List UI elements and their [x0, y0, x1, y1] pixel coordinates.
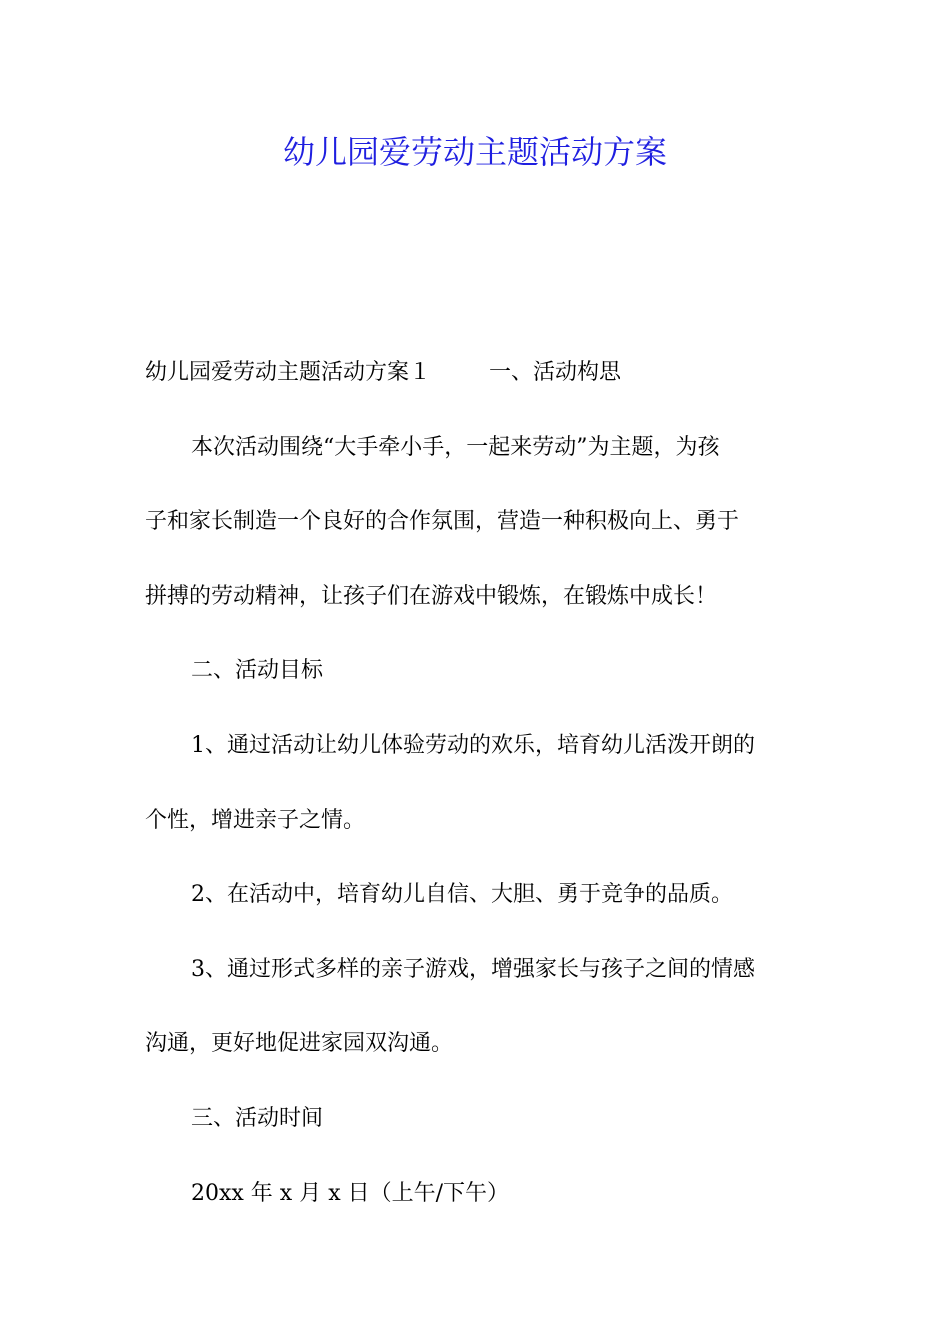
section-heading-1: 一、活动构思 [489, 360, 622, 385]
paragraph-line: 个性，增进亲子之情。 [145, 807, 366, 833]
paragraph-line: 沟通，更好地促进家园双沟通。 [145, 1031, 454, 1057]
paragraph-line: 2、在活动中，培育幼儿自信、大胆、勇于竞争的品质。 [191, 882, 733, 908]
document-title: 幼儿园爱劳动主题活动方案 [282, 133, 667, 171]
paragraph-line: 本次活动围绕“大手牵小手，一起来劳动”为主题，为孩 [191, 434, 720, 460]
paragraph-line: 3、通过形式多样的亲子游戏，增强家长与孩子之间的情感 [191, 956, 755, 982]
heading-line-1 [145, 336, 807, 411]
plan-number-label: 幼儿园爱劳动主题活动方案１ [145, 360, 432, 385]
section-heading-3: 三、活动时间 [191, 1105, 324, 1131]
paragraph-line: 拼搏的劳动精神，让孩子们在游戏中锻炼，在锻炼中成长！ [145, 583, 718, 609]
document-body [145, 336, 807, 1231]
paragraph-line: 子和家长制造一个良好的合作氛围，营造一种积极向上、勇于 [145, 509, 740, 535]
date-line: 20xx 年 x 月 x 日（上午/下午） [191, 1180, 510, 1206]
section-heading-2: 二、活动目标 [191, 658, 324, 684]
paragraph-line: 1、通过活动让幼儿体验劳动的欢乐，培育幼儿活泼开朗的 [191, 732, 755, 758]
